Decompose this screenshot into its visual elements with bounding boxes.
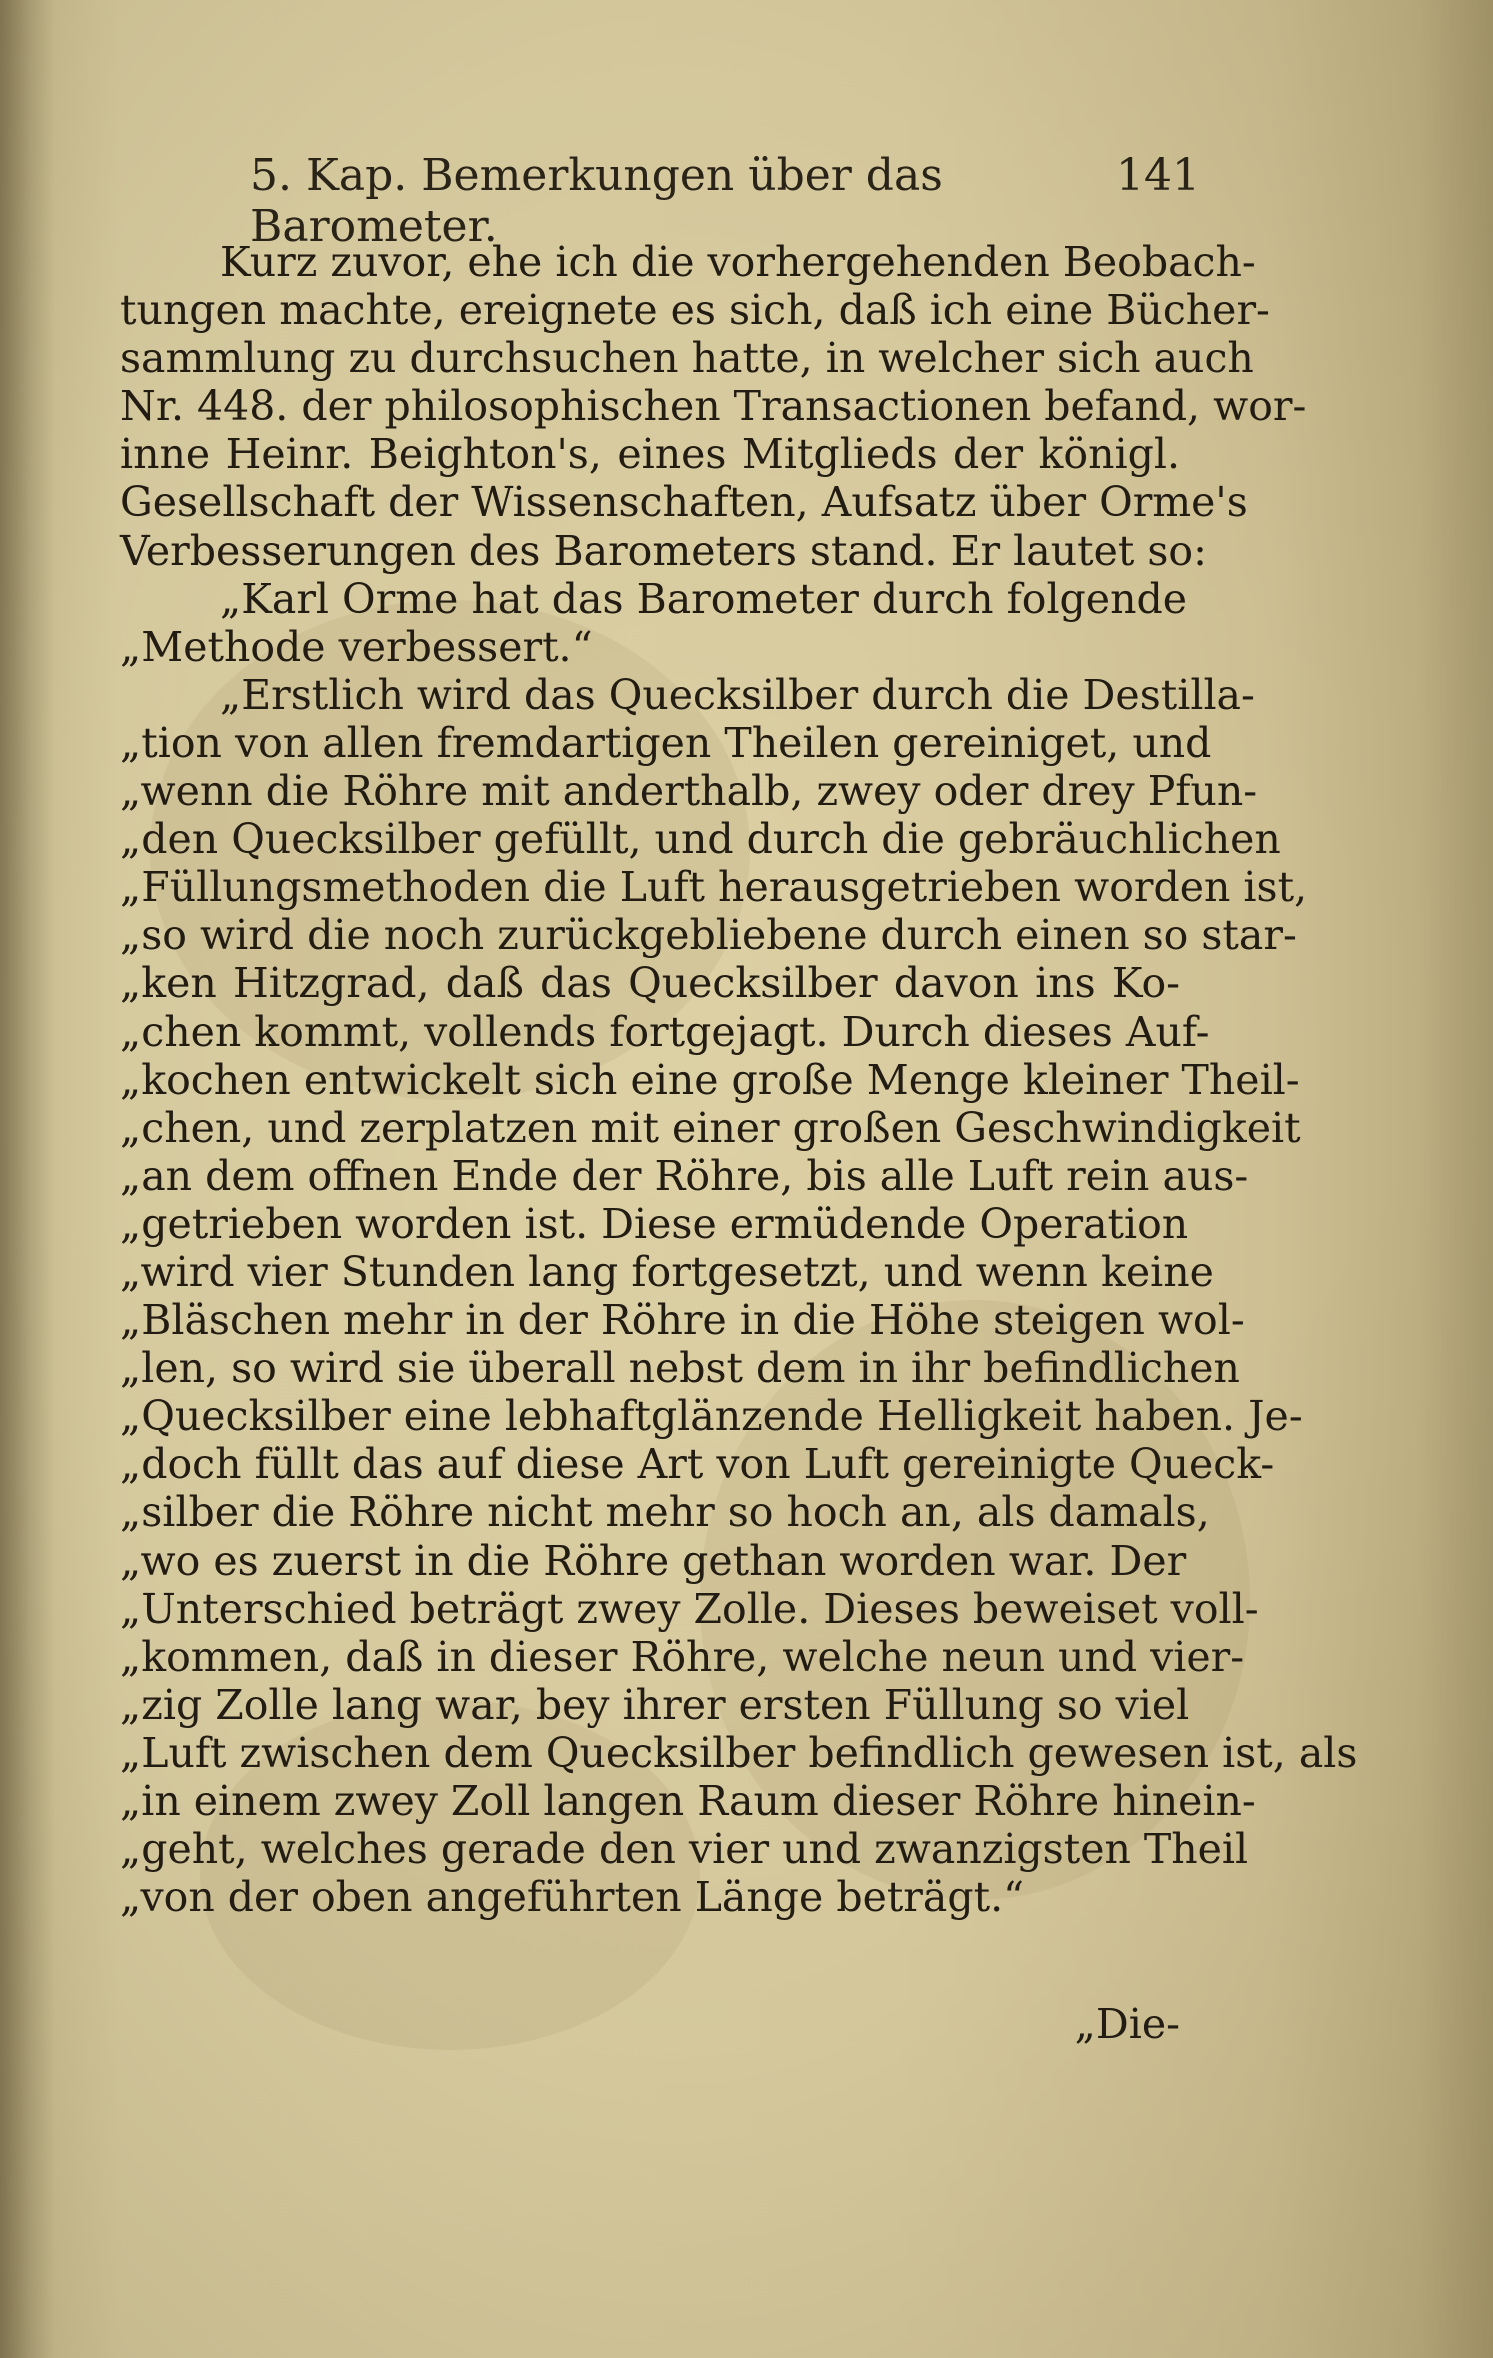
text-line: sammlung zu durchsuchen hatte, in welcher sich auch: [120, 334, 1254, 383]
text-line: „Erstlich wird das Quecksilber durch die Destilla-: [220, 670, 1255, 719]
text-line: „chen, und zerplatzen mit einer großen Geschwindigkeit: [120, 1103, 1301, 1152]
text-line: Kurz zuvor, ehe ich die vorhergehenden Beobach-: [220, 238, 1256, 286]
text-line: Gesellschaft der Wissenschaften, Aufsatz über Orme's: [120, 478, 1248, 527]
catchword: „Die-: [1074, 2000, 1180, 2048]
text-line: Verbesserungen des Barometers stand. Er lautet so:: [120, 526, 1207, 575]
gutter-shadow: [0, 0, 55, 2358]
text-line: „Quecksilber eine lebhaftglänzende Helligkeit haben. Je-: [120, 1392, 1303, 1441]
text-line: „wo es zuerst in die Röhre gethan worden war. Der: [120, 1536, 1187, 1585]
running-title: 5. Kap. Bemerkungen über das Barometer.: [250, 150, 943, 252]
text-line: „Luft zwischen dem Quecksilber befindlich gewesen ist, als: [120, 1728, 1358, 1777]
text-line: „Füllungsmethoden die Luft herausgetrieben worden ist,: [120, 863, 1308, 912]
text-line: „so wird die noch zurückgebliebene durch einen so star-: [120, 911, 1297, 960]
text-line: „ken Hitzgrad, daß das Quecksilber davon ins Ko-: [120, 959, 1180, 1008]
text-line: „silber die Röhre nicht mehr so hoch an, als damals,: [120, 1488, 1210, 1537]
text-line: „kochen entwickelt sich eine große Menge kleiner Theil-: [120, 1055, 1300, 1104]
text-line: „den Quecksilber gefüllt, und durch die gebräuchlichen: [120, 815, 1281, 864]
text-line: „doch füllt das auf diese Art von Luft gereinigte Queck-: [120, 1440, 1275, 1489]
text-line: „Unterschied beträgt zwey Zolle. Dieses beweiset voll-: [120, 1584, 1259, 1633]
text-line: „geht, welches gerade den vier und zwanzigsten Theil: [120, 1825, 1249, 1874]
text-line: „chen kommt, vollends fortgejagt. Durch dieses Auf-: [120, 1007, 1210, 1056]
text-line: „tion von allen fremdartigen Theilen gereiniget, und: [120, 718, 1212, 767]
text-line: „an dem offnen Ende der Röhre, bis alle Luft rein aus-: [120, 1151, 1249, 1200]
text-line: tungen machte, ereignete es sich, daß ich eine Bücher-: [120, 286, 1270, 335]
text-line: „Bläschen mehr in der Röhre in die Höhe steigen wol-: [120, 1296, 1245, 1345]
text-line: „Karl Orme hat das Barometer durch folgende: [220, 574, 1187, 623]
text-line: „in einem zwey Zoll langen Raum dieser Röhre hinein-: [120, 1777, 1256, 1825]
text-line: „wenn die Röhre mit anderthalb, zwey oder drey Pfun-: [120, 767, 1258, 816]
page-number: 141: [1116, 150, 1200, 201]
text-line: „kommen, daß in dieser Röhre, welche neun und vier-: [120, 1632, 1245, 1681]
running-header: [250, 150, 1200, 252]
body-text: [120, 238, 1358, 1922]
text-line: „zig Zolle lang war, bey ihrer ersten Füllung so viel: [120, 1680, 1190, 1729]
text-line: Nr. 448. der philosophischen Transactionen befand, wor-: [120, 382, 1307, 431]
text-line: „getrieben worden ist. Diese ermüdende Operation: [120, 1199, 1189, 1248]
text-line: „von der oben angeführten Länge beträgt.“: [120, 1873, 1025, 1922]
text-line: inne Heinr. Beighton's, eines Mitglieds der königl.: [120, 430, 1180, 479]
text-line: „len, so wird sie überall nebst dem in ihr befindlichen: [120, 1344, 1240, 1393]
text-line: „Methode verbessert.“: [120, 622, 593, 671]
text-line: „wird vier Stunden lang fortgesetzt, und wenn keine: [120, 1247, 1214, 1296]
